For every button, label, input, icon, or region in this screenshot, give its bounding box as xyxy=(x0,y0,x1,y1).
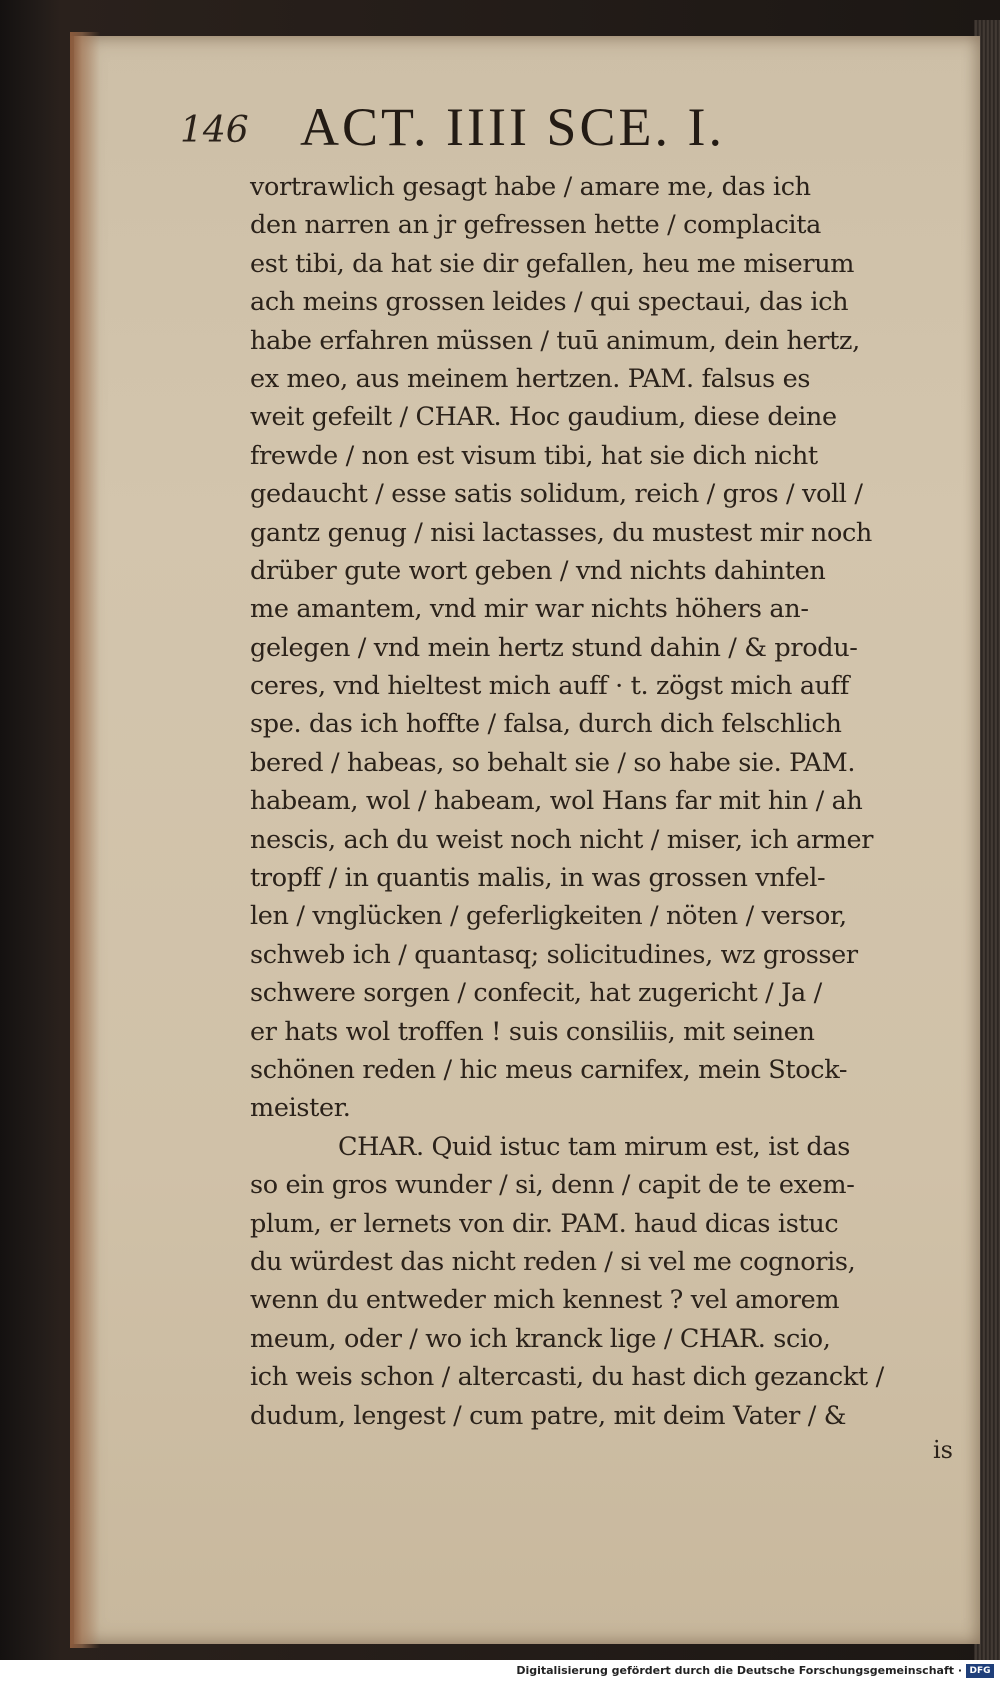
credit-bar xyxy=(0,1660,1000,1684)
text-line: schwere sorgen / confecit, hat zugericht / Ja / xyxy=(250,978,822,1009)
text-line: drüber gute wort geben / vnd nichts dahinten xyxy=(250,555,826,586)
text-line: tropff / in quantis malis, in was grossen vnfel- xyxy=(250,863,826,894)
text-line: weit gefeilt / CHAR. Hoc gaudium, diese deine xyxy=(250,402,837,433)
text-line: spe. das ich hoffte / falsa, durch dich felschlich xyxy=(250,709,842,740)
text-line: habe erfahren müssen / tuū animum, dein hertz, xyxy=(250,325,860,356)
text-line: vortrawlich gesagt habe / amare me, das ich xyxy=(250,172,811,202)
text-line: meum, oder / wo ich kranck lige / CHAR. scio, xyxy=(250,1323,831,1354)
text-line: er hats wol troffen ! suis consiliis, mit seinen xyxy=(250,1016,815,1047)
text-line: len / vnglücken / geferligkeiten / nöten / versor, xyxy=(250,901,847,932)
body-text xyxy=(250,168,970,1435)
text-line: bered / habeas, so behalt sie / so habe sie. PAM. xyxy=(250,747,856,778)
text-line: frewde / non est visum tibi, hat sie dich nicht xyxy=(250,440,818,471)
catchword: is xyxy=(933,1436,953,1464)
text-line: du würdest das nicht reden / si vel me cognoris, xyxy=(250,1246,856,1277)
dfg-logo: DFG xyxy=(966,1664,994,1678)
text-line: nescis, ach du weist noch nicht / miser, ich armer xyxy=(250,824,874,855)
text-line: plum, er lernets von dir. PAM. haud dicas istuc xyxy=(250,1208,839,1239)
text-line: dudum, lengest / cum patre, mit deim Vater / & xyxy=(250,1400,847,1431)
credit-text: Digitalisierung gefördert durch die Deutsche Forschungsgemeinschaft · xyxy=(516,1664,962,1677)
text-line: ich weis schon / altercasti, du hast dich gezanckt / xyxy=(250,1362,884,1393)
text-line: habeam, wol / habeam, wol Hans far mit hin / ah xyxy=(250,786,863,817)
page-header xyxy=(180,92,880,162)
running-head: ACT. IIII SCE. I. xyxy=(300,97,725,157)
text-line: gelegen / vnd mein hertz stund dahin / & produ- xyxy=(250,632,858,663)
text-line: den narren an jr gefressen hette / complacita xyxy=(250,210,821,241)
text-line: CHAR. Quid istuc tam mirum est, ist das xyxy=(338,1131,850,1162)
text-line: ceres, vnd hieltest mich auff · t. zögst mich auff xyxy=(250,671,849,702)
text-line: so ein gros wunder / si, denn / capit de te exem- xyxy=(250,1170,855,1201)
text-line: ex meo, aus meinem hertzen. PAM. falsus es xyxy=(250,363,811,394)
text-line: ach meins grossen leides / qui spectaui, das ich xyxy=(250,287,849,318)
text-line: me amantem, vnd mir war nichts höhers an- xyxy=(250,594,809,625)
text-line: gantz genug / nisi lactasses, du mustest mir noch xyxy=(250,517,872,548)
text-line: schweb ich / quantasq; solicitudines, wz grosser xyxy=(250,939,858,970)
text-line: wenn du entweder mich kennest ? vel amorem xyxy=(250,1285,840,1316)
text-line: gedaucht / esse satis solidum, reich / gros / voll / xyxy=(250,479,863,510)
text-line: schönen reden / hic meus carnifex, mein Stock- xyxy=(250,1054,848,1085)
page-number: 146 xyxy=(180,110,249,151)
text-line: meister. xyxy=(250,1093,351,1124)
text-line: est tibi, da hat sie dir gefallen, heu me miserum xyxy=(250,248,855,279)
